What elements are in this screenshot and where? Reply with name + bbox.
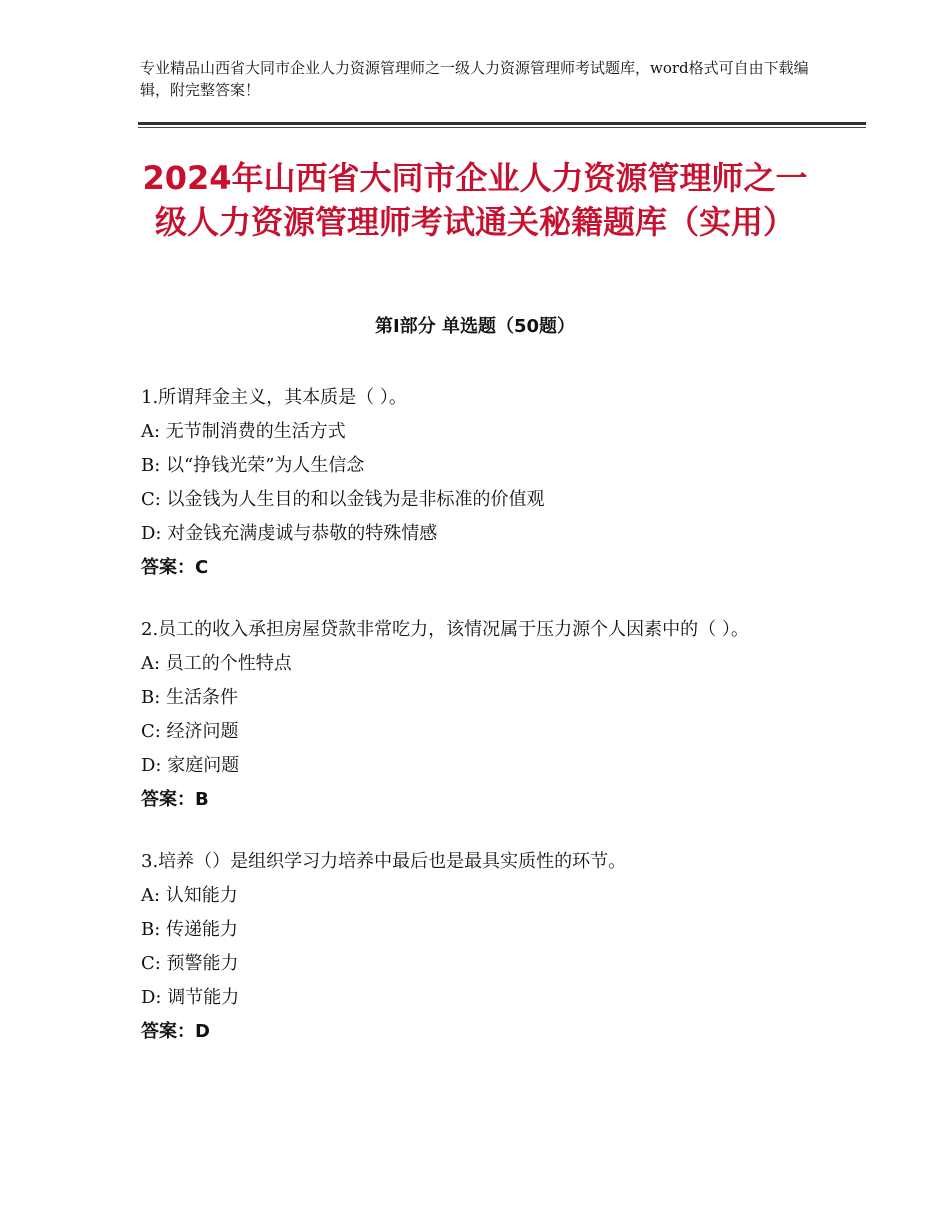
option-b: B: 以“挣钱光荣”为人生信念: [141, 455, 365, 476]
question-stem: 2.员工的收入承担房屋贷款非常吃力，该情况属于压力源个人因素中的（ ）。: [141, 619, 749, 640]
header-rule-thick: [138, 122, 866, 125]
option-b: B: 生活条件: [141, 687, 239, 708]
document-title: 2024年山西省大同市企业人力资源管理师之一级人力资源管理师考试通关秘籍题库（实用）: [142, 159, 808, 241]
answer: 答案：B: [141, 789, 209, 810]
option-b: B: 传递能力: [141, 919, 239, 940]
option-c: C: 预警能力: [141, 953, 239, 974]
question-stem: 3.培养（）是组织学习力培养中最后也是最具实质性的环节。: [141, 851, 627, 872]
header-note: 专业精品山西省大同市企业人力资源管理师之一级人力资源管理师考试题库，word格式可自由下载编辑，附完整答案！: [140, 59, 809, 99]
option-a: A: 员工的个性特点: [141, 653, 292, 674]
question-stem: 1.所谓拜金主义，其本质是（ ）。: [141, 387, 407, 408]
option-a: A: 无节制消费的生活方式: [141, 421, 346, 442]
option-c: C: 经济问题: [141, 721, 239, 742]
answer: 答案：D: [141, 1021, 210, 1042]
question-2: [141, 613, 821, 817]
section-title: 第Ⅰ部分 单选题（50题）: [374, 316, 575, 337]
option-d: D: 对金钱充满虔诚与恭敬的特殊情感: [141, 523, 438, 544]
option-c: C: 以金钱为人生目的和以金钱为是非标准的价值观: [141, 489, 545, 510]
option-d: D: 调节能力: [141, 987, 240, 1008]
answer: 答案：C: [141, 557, 209, 578]
question-1: [141, 381, 821, 585]
question-3: [141, 845, 821, 1049]
header-rule-thin: [138, 127, 866, 128]
option-d: D: 家庭问题: [141, 755, 240, 776]
option-a: A: 认知能力: [141, 885, 238, 906]
question-list: [141, 381, 821, 1077]
